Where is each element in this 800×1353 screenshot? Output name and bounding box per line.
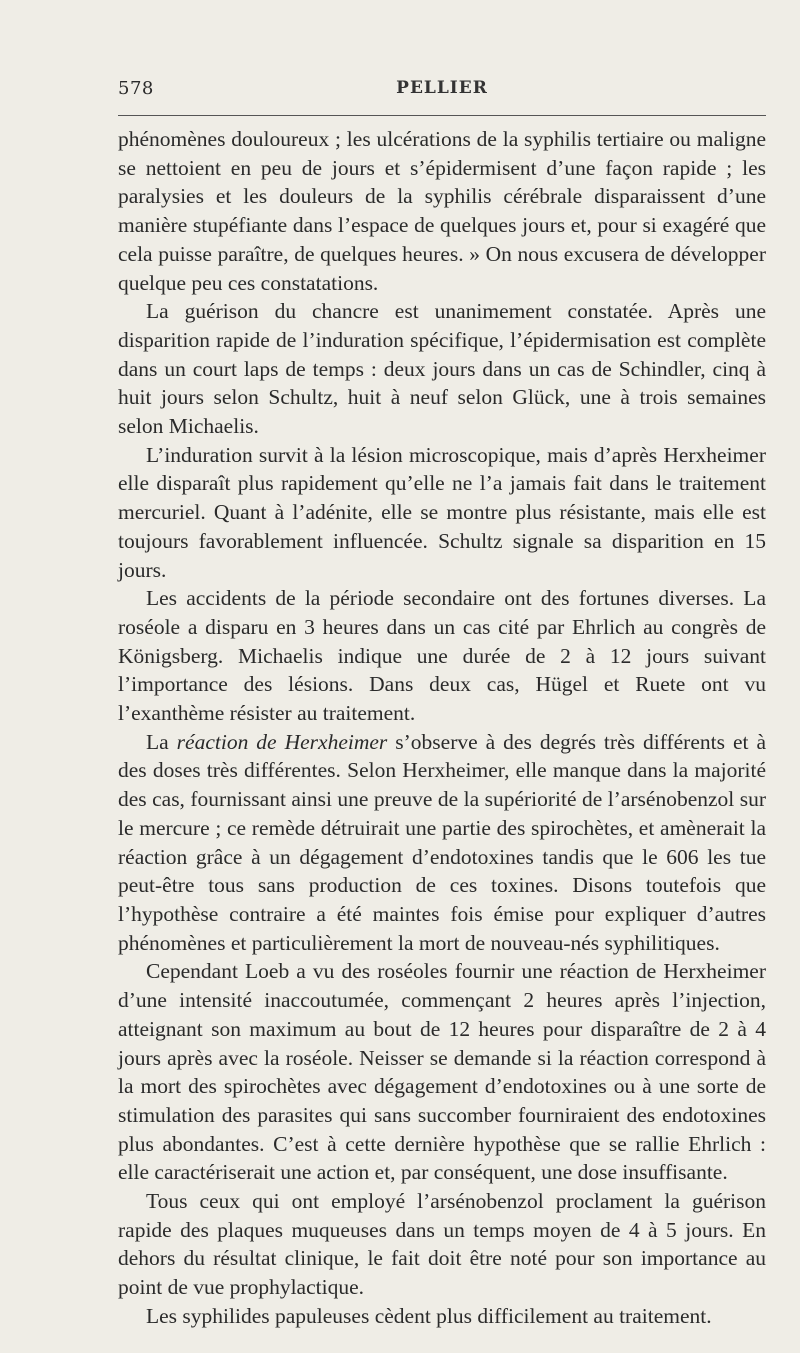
page-number: 578 <box>118 78 154 99</box>
header-rule <box>118 115 766 116</box>
paragraph-5 <box>118 728 766 958</box>
paragraph-5-rest: s’observe à des degrés très différents et à des doses très différentes. Selon Herxheimer, elle manque dans la majorité des cas, fournissant ainsi une preuve de la supériorité de l’arsénobenzol sur le mercure ; ce remède détruirait une partie des spirochètes, et amènerait la réaction grâce à un dégagement d’endotoxines tandis que le 606 les tue peut-être tous sans production de ces toxines. Disons toutefois que l’hypothèse contraire a été maintes fois émise pour expliquer d’autres phénomènes et particulièrement la mort de nouveau-nés syphilitiques. <box>118 729 766 955</box>
paragraph-3: L’induration survit à la lésion microscopique, mais d’après Herxheimer elle disparaît plus rapidement qu’elle ne l’a jamais fait dans le traitement mercuriel. Quant à l’adénite, elle se montre plus résistante, mais elle est toujours favorablement influencée. Schultz signale sa disparition en 15 jours. <box>118 442 766 582</box>
page-header <box>118 78 766 102</box>
paragraph-2: La guérison du chancre est unanimement constatée. Après une disparition rapide de l’induration spécifique, l’épidermisation est complète dans un court laps de temps : deux jours dans un cas de Schindler, cinq à huit jours selon Schultz, huit à neuf selon Glück, une à trois semaines selon Michaelis. <box>118 299 766 439</box>
paragraph-1: phénomènes douloureux ; les ulcérations de la syphilis tertiaire ou maligne se nettoient en peu de jours et s’épidermisent d’une façon rapide ; les paralysies et les douleurs de la syphilis cérébrale disparaissent d’une manière stupéfiante dans l’espace de quelques jours et, pour si exagéré que cela puisse paraître, de quelques heures. » On nous excusera de développer quelque peu ces constatations. <box>118 127 766 295</box>
herxheimer-reaction-term: réaction de Herxheimer <box>176 729 388 754</box>
body-text <box>118 125 766 1331</box>
paragraph-6: Cependant Loeb a vu des roséoles fournir une réaction de Herxheimer d’une intensité inaccoutumée, commençant 2 heures après l’injection, atteignant son maximum au bout de 12 heures pour disparaître de 2 à 4 jours après avec la roséole. Neisser se demande si la réaction correspond à la mort des spirochètes avec dégagement d’endotoxines ou à une sorte de stimulation des parasites qui sans succomber fourniraient des endotoxines plus abondantes. C’est à cette dernière hypothèse que se rallie Ehrlich : elle caractériserait une action et, par conséquent, une dose insuffisante. <box>118 959 766 1185</box>
running-head: PELLIER <box>396 78 488 98</box>
paragraph-5-lead: La <box>146 729 177 754</box>
paragraph-7: Tous ceux qui ont employé l’arsénobenzol proclament la guérison rapide des plaques muqueuses dans un temps moyen de 4 à 5 jours. En dehors du résultat clinique, le fait doit être noté pour son importance au point de vue prophylactique. <box>118 1189 766 1300</box>
paragraph-4: Les accidents de la période secondaire ont des fortunes diverses. La roséole a disparu en 3 heures dans un cas cité par Ehrlich au congrès de Königsberg. Michaelis indique une durée de 2 à 12 jours suivant l’importance des lésions. Dans deux cas, Hügel et Ruete ont vu l’exanthème résister au traitement. <box>118 586 766 726</box>
paragraph-8: Les syphilides papuleuses cèdent plus difficilement au traitement. <box>146 1303 712 1328</box>
